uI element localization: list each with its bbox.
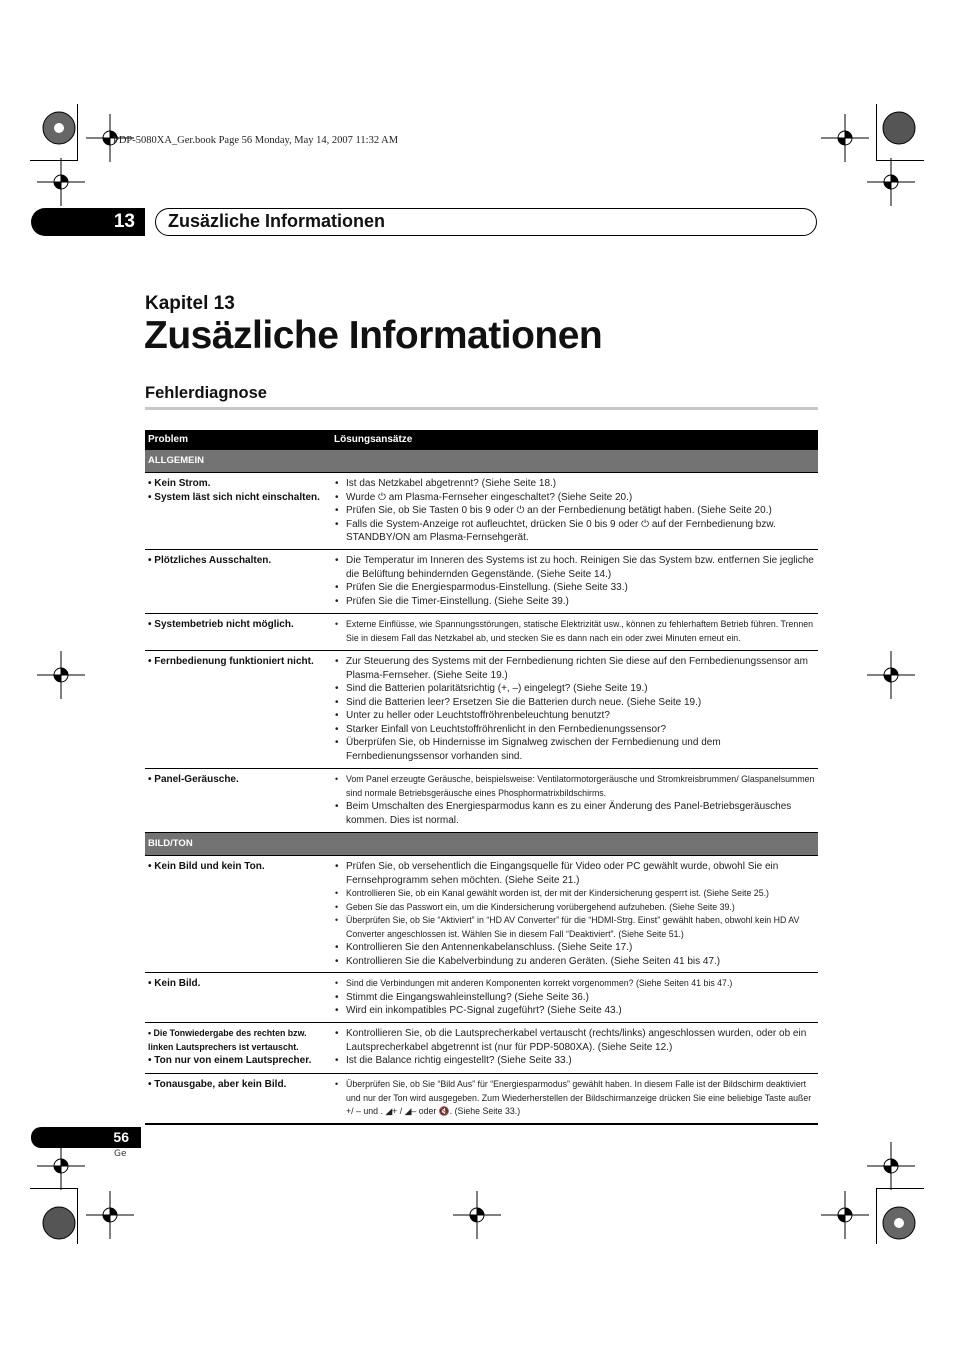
list-item: • Die Temperatur im Inneren des Systems ist zu hoch. Reinigen Sie das System bzw. entfernen Sie jegliche die Belüftung behindernden Gegenstände. (Siehe Seite 14.) (334, 554, 816, 581)
crop-line (876, 1188, 924, 1189)
problem-cell: • Systembetrieb nicht möglich. (148, 619, 294, 630)
troubleshooting-table (145, 430, 818, 1121)
chapter-label: Kapitel 13 (145, 293, 235, 314)
problem-text: • Die Tonwiedergabe des rechten bzw. linken Lautsprechers ist vertauscht. (148, 1028, 307, 1052)
section-rule (145, 407, 818, 410)
problem-cell: • Fernbedienung funktioniert nicht. (148, 656, 314, 667)
col-header-solution: Lösungsansätze (334, 434, 413, 445)
list-item: • Zur Steuerung des Systems mit der Fernbedienung richten Sie diese auf den Fernbedienungssensor am Plasma-Fernseher. (Siehe Seite 19.) (334, 655, 816, 682)
table-row (145, 614, 818, 651)
crosshair-icon (821, 1191, 869, 1239)
list-item: • Sind die Verbindungen mit anderen Komponenten korrekt vorgenommen? (Siehe Seiten 41 bis 47.) (334, 977, 816, 991)
chapter-header-bar: Zusäzliche Informationen (155, 208, 817, 236)
list-item: • Sind die Batterien leer? Ersetzen Sie die Batterien durch neue. (Siehe Seite 19.) (334, 696, 816, 710)
problem-cell: • Kein Bild. (148, 978, 201, 989)
crop-line (77, 104, 78, 160)
problem-text: • Ton nur von einem Lautsprecher. (148, 1055, 312, 1066)
list-item: • Unter zu heller oder Leuchtstoffröhrenbeleuchtung benutzt? (334, 709, 816, 723)
solution-list (334, 618, 816, 645)
solution-list (334, 773, 816, 827)
crosshair-icon (37, 651, 85, 699)
col-header-problem: Problem (148, 434, 189, 445)
crosshair-icon (37, 158, 85, 206)
section-title: Fehlerdiagnose (145, 384, 267, 402)
list-item: • Geben Sie das Passwort ein, um die Kindersicherung vorübergehend aufzuheben. (Siehe Seite 39.) (334, 901, 816, 915)
problem-cell: • Tonausgabe, aber kein Bild. (148, 1079, 287, 1090)
list-item: • Prüfen Sie die Timer-Einstellung. (Siehe Seite 39.) (334, 595, 816, 609)
problem-text: • Kein Strom. (148, 478, 211, 489)
list-item: • Beim Umschalten des Energiesparmodus kann es zu einer Änderung des Panel-Betriebsgeräusches kommen. Dies ist normal. (334, 800, 816, 827)
list-item: • Prüfen Sie, ob Sie Tasten 0 bis 9 oder ⏻ an der Fernbedienung betätigt haben. (Siehe Seite 20.) (334, 504, 816, 518)
crop-line (30, 1188, 78, 1189)
table-row (145, 769, 818, 833)
category-row (145, 833, 818, 856)
list-item: • Starker Einfall von Leuchtstoffröhrenlicht in den Fernbedienungssensor? (334, 723, 816, 737)
crop-line (30, 160, 78, 161)
list-item: • Falls die System-Anzeige rot aufleuchtet, drücken Sie 0 bis 9 oder ⏻ auf der Fernbedienung bzw. STANDBY/ON am Plasma-Fernsehgerät. (334, 518, 816, 545)
crosshair-icon (867, 1142, 915, 1190)
crop-line (876, 1188, 877, 1244)
registration-ring-icon (41, 110, 77, 146)
list-item: • Externe Einflüsse, wie Spannungsstörungen, statische Elektrizität usw., können zu fehlerhaftem Betrieb führen. Trennen Sie in diesem Fall das Netzkabel ab, und stecken Sie es dann nach ein oder zwei Minuten erneut ein. (334, 618, 816, 645)
list-item: • Ist die Balance richtig eingestellt? (Siehe Seite 33.) (334, 1054, 816, 1068)
registration-ring-icon (881, 1205, 917, 1241)
list-item: • Kontrollieren Sie die Kabelverbindung zu anderen Geräten. (Siehe Seiten 41 bis 47.) (334, 955, 816, 969)
list-item: • Kontrollieren Sie den Antennenkabelanschluss. (Siehe Seite 17.) (334, 941, 816, 955)
solution-list (334, 977, 816, 1018)
list-item: • Sind die Batterien polaritätsrichtig (+, –) eingelegt? (Siehe Seite 19.) (334, 682, 816, 696)
list-item: • Überprüfen Sie, ob Hindernisse im Signalweg zwischen der Fernbedienung und dem Fernbedienungssensor vorhanden sind. (334, 736, 816, 763)
category-label: BILD/TON (148, 838, 193, 849)
list-item: • Prüfen Sie, ob versehentlich die Eingangsquelle für Video oder PC gewählt wurde, obwohl Sie ein Fernsehprogramm sehen möchten. (Siehe Seite 21.) (334, 860, 816, 887)
crosshair-icon (37, 1142, 85, 1190)
list-item: • Kontrollieren Sie, ob ein Kanal gewählt worden ist, der mit der Kindersicherung gesperrt ist. (Siehe Seite 25.) (334, 887, 816, 901)
crosshair-icon (821, 114, 869, 162)
list-item: • Wurde ⏻ am Plasma-Fernseher eingeschaltet? (Siehe Seite 20.) (334, 491, 816, 505)
file-info-line: PDP-5080XA_Ger.book Page 56 Monday, May 14, 2007 11:32 AM (113, 135, 399, 146)
list-item: • Überprüfen Sie, ob Sie “Bild Aus” für “Energiesparmodus” gewählt haben. In diesem Falle ist der Bildschirm deaktiviert und nur der Ton wird ausgegeben. Zum Wiederherstellen der Bildschirmanzeige drücken Sie eine beliebige Taste außer +/ – und . ◢+ / ◢– oder 🔇. (Siehe Seite 33.) (334, 1078, 816, 1119)
list-item: • Überprüfen Sie, ob Sie “Aktiviert” in “HD AV Converter” für die “HDMI-Strg. Einst” gewählt haben, obwohl kein HD AV Converter angeschlossen ist. Wählen Sie in diesem Fall “Deaktiviert”. (Siehe Seite 51.) (334, 914, 816, 941)
registration-ring-icon (881, 110, 917, 146)
list-item: • Stimmt die Eingangswahleinstellung? (Siehe Seite 36.) (334, 991, 816, 1005)
page-title: Zusäzliche Informationen (144, 314, 603, 357)
problem-cell: • Kein Bild und kein Ton. (148, 861, 265, 872)
table-row (145, 473, 818, 550)
solution-list (334, 655, 816, 763)
problem-cell (148, 477, 333, 504)
table-row (145, 973, 818, 1023)
category-label: ALLGEMEIN (148, 455, 204, 466)
crosshair-icon (867, 651, 915, 699)
registration-ring-icon (41, 1205, 77, 1241)
chapter-number-tab: 13 (31, 208, 145, 236)
table-header (145, 430, 818, 450)
solution-list (334, 860, 816, 968)
crop-line (876, 104, 877, 160)
table-row (145, 856, 818, 973)
problem-cell (148, 1027, 333, 1068)
crosshair-icon (867, 158, 915, 206)
list-item: • Prüfen Sie die Energiesparmodus-Einstellung. (Siehe Seite 33.) (334, 581, 816, 595)
category-row (145, 450, 818, 473)
list-item: • Kontrollieren Sie, ob die Lautsprecherkabel vertauscht (rechts/links) angeschlossen wurden, oder ob ein Lautsprecherkabel abgetrennt ist (nur für PDP-5080XA). (Siehe Seite 12.) (334, 1027, 816, 1054)
problem-text: • System läst sich nicht einschalten. (148, 491, 320, 503)
problem-cell: • Plötzliches Ausschalten. (148, 555, 272, 566)
solution-list (334, 1027, 816, 1068)
table-row (145, 1074, 818, 1121)
list-item: • Wird ein inkompatibles PC-Signal zugeführt? (Siehe Seite 43.) (334, 1004, 816, 1018)
crosshair-icon (86, 1191, 134, 1239)
table-row (145, 651, 818, 769)
page-number: 56 (31, 1127, 141, 1148)
problem-cell: • Panel-Geräusche. (148, 774, 239, 785)
list-item: • Ist das Netzkabel abgetrennt? (Siehe Seite 18.) (334, 477, 816, 491)
solution-list (334, 1078, 816, 1119)
crop-line (876, 160, 924, 161)
crop-line (77, 1188, 78, 1244)
crosshair-icon (453, 1191, 501, 1239)
language-code: Ge (114, 1149, 127, 1159)
table-row (145, 550, 818, 614)
table-row (145, 1023, 818, 1074)
solution-list (334, 554, 816, 608)
bottom-rule (145, 1123, 818, 1125)
list-item: • Vom Panel erzeugte Geräusche, beispielsweise: Ventilatormotorgeräusche und Stromkreisbrummen/ Glaspanelsummen sind normale Betriebsgeräusche eines Phosphormatrixbildschirms. (334, 773, 816, 800)
solution-list (334, 477, 816, 545)
